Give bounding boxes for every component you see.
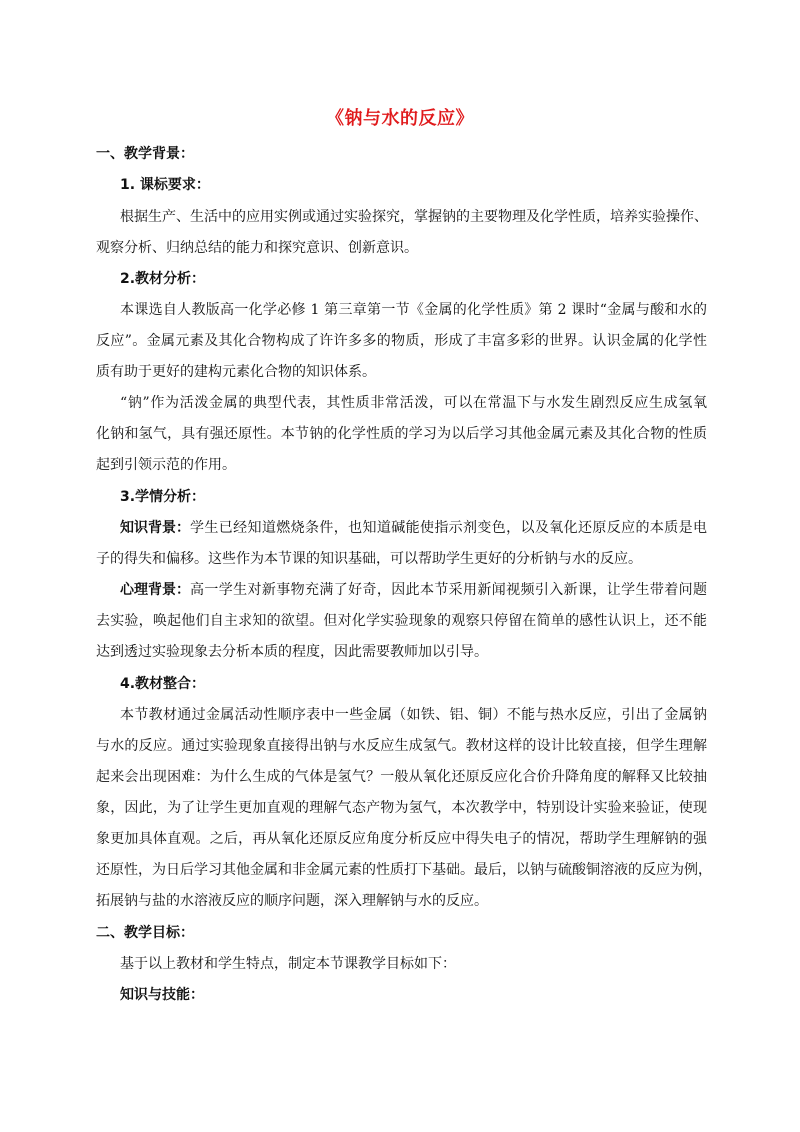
paragraph-line: 本节教材通过金属活动性顺序表中一些金属（如铁、铝、铜）不能与热水反应，引出了金属钠 (120, 707, 707, 723)
paragraph-line: 象，因此，为了让学生更加直观的理解气态产物为氢气，本次教学中，特别设计实验来验证，使现 (96, 800, 707, 816)
subsection-4-heading: 4.教材整合： (120, 676, 206, 692)
paragraph-line: 高一学生对新事物充满了好奇，因此本节采用新闻视频引入新课，让学生带着问题 (190, 582, 707, 598)
subsection-3-heading: 3.学情分析： (120, 489, 206, 505)
paragraph-line: 与水的反应。通过实验现象直接得出钠与水反应生成氢气。教材这样的设计比较直接，但学生理解 (96, 738, 707, 754)
paragraph-line: 起到引领示范的作用。 (96, 457, 236, 473)
paragraph-line: 子的得失和偏移。这些作为本节课的知识基础，可以帮助学生更好的分析钠与水的反应。 (96, 551, 642, 567)
paragraph-line: 起来会出现困难：为什么生成的气体是氢气？一般从氧化还原反应化合价升降角度的解释又比较抽 (96, 769, 707, 785)
knowledge-skills-heading: 知识与技能： (120, 987, 204, 1003)
paragraph-line: 拓展钠与盐的水溶液反应的顺序问题，深入理解钠与水的反应。 (96, 893, 488, 909)
knowledge-background-line (120, 518, 707, 538)
paragraph-line: 基于以上教材和学生特点，制定本节课教学目标如下： (120, 956, 456, 972)
knowledge-background-label: 知识背景： (120, 520, 190, 536)
paragraph-line: 观察分析、归纳总结的能力和探究意识、创新意识。 (96, 240, 418, 256)
section-2-heading: 二、教学目标： (96, 925, 194, 941)
paragraph-line: 根据生产、生活中的应用实例或通过实验探究，掌握钠的主要物理及化学性质，培养实验操作、 (120, 209, 708, 225)
paragraph-line: 化钠和氢气，具有强还原性。本节钠的化学性质的学习为以后学习其他金属元素及其化合物的性质 (96, 426, 707, 442)
subsection-2-heading: 2.教材分析： (120, 271, 206, 287)
section-1-heading: 一、教学背景： (96, 146, 194, 162)
psychology-background-label: 心理背景： (120, 582, 190, 598)
document-title: 《钠与水的反应》 (326, 108, 474, 129)
paragraph-line: 质有助于更好的建构元素化合物的知识体系。 (96, 364, 376, 380)
paragraph-line: 反应”。金属元素及其化合物构成了许许多多的物质，形成了丰富多彩的世界。认识金属的化学性 (96, 333, 707, 349)
subsection-1-heading: 1. 课标要求： (120, 177, 210, 193)
paragraph-line: 学生已经知道燃烧条件，也知道碱能使指示剂变色，以及氧化还原反应的本质是电 (190, 520, 707, 536)
psychology-background-line (120, 580, 707, 600)
paragraph-line: 去实验，唤起他们自主求知的欲望。但对化学实验现象的观察只停留在简单的感性认识上，还不能 (96, 613, 707, 629)
paragraph-line: 象更加具体直观。之后，再从氧化还原反应角度分析反应中得失电子的情况，帮助学生理解钠的强 (96, 831, 707, 847)
paragraph-line: 还原性，为日后学习其他金属和非金属元素的性质打下基础。最后，以钠与硫酸铜溶液的反应为例， (96, 862, 712, 878)
paragraph-line: 本课选自人教版高一化学必修 1 第三章第一节《金属的化学性质》第 2 课时“金属与酸和水的 (120, 302, 707, 318)
paragraph-line: “钠”作为活泼金属的典型代表，其性质非常活泼，可以在常温下与水发生剧烈反应生成氢氧 (120, 395, 707, 411)
paragraph-line: 达到透过实验现象去分析本质的程度，因此需要教师加以引导。 (96, 644, 488, 660)
